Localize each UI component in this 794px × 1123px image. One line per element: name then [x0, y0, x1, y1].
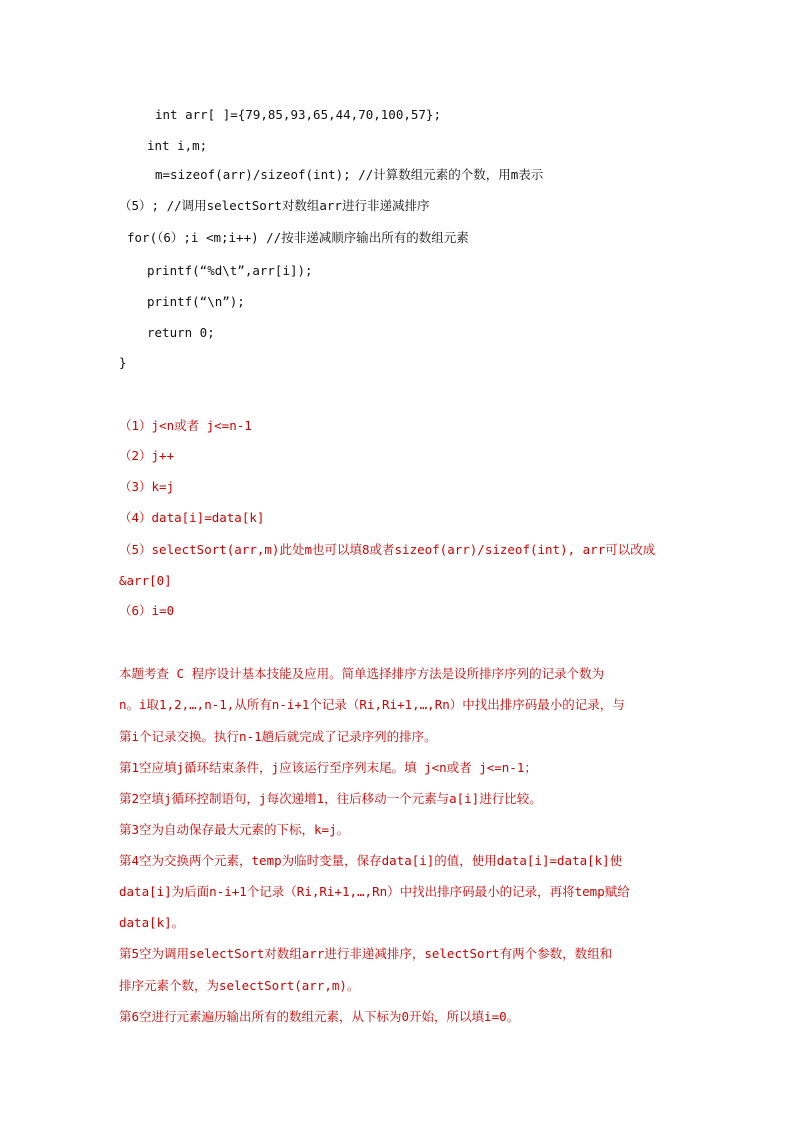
answer-5-continued: &arr[0]: [119, 573, 172, 588]
code-line-printf-elem: printf(“%d\t”,arr[i]);: [147, 263, 313, 278]
explanation-line: data[k]。: [119, 915, 185, 930]
explanation-line: 本题考查 C 程序设计基本技能及应用。简单选择排序方法是设所排序序列的记录个数为: [119, 666, 605, 681]
answer-3: （3）k=j: [119, 479, 175, 494]
code-line-array-decl: int arr[ ]={79,85,93,65,44,70,100,57};: [155, 107, 441, 122]
code-line-return: return 0;: [147, 325, 215, 340]
explanation-line: 第2空填j循环控制语句，j每次递增1，往后移动一个元素与a[i]进行比较。: [119, 791, 542, 806]
code-line-blank-5: （5）; //调用selectSort对数组arr进行非递减排序: [119, 198, 430, 213]
explanation-line: 第5空为调用selectSort对数组arr进行非递减排序，selectSort有两个参数，数组和: [119, 946, 613, 961]
explanation-line: 第i个记录交换。执行n-1趟后就完成了记录序列的排序。: [119, 729, 437, 744]
explanation-line: 第1空应填j循环结束条件，j应该运行至序列末尾。填 j<n或者 j<=n-1；: [119, 760, 537, 775]
code-line-for-loop: for(（6）;i <m;i++) //按非递减顺序输出所有的数组元素: [127, 230, 469, 245]
explanation-line: 第3空为自动保存最大元素的下标，k=j。: [119, 822, 350, 837]
answer-4: （4）data[i]=data[k]: [119, 510, 265, 525]
explanation-line: 排序元素个数，为selectSort(arr,m)。: [119, 978, 360, 993]
answer-1: （1）j<n或者 j<=n-1: [119, 418, 252, 433]
explanation-line: data[i]为后面n-i+1个记录（Ri,Ri+1,…,Rn）中找出排序码最小的记录，再将temp赋给: [119, 884, 630, 899]
explanation-line: 第4空为交换两个元素，temp为临时变量，保存data[i]的值，使用data[i]=data[k]使: [119, 853, 623, 868]
explanation-line: 第6空进行元素遍历输出所有的数组元素，从下标为0开始，所以填i=0。: [119, 1009, 520, 1024]
code-line-sizeof: m=sizeof(arr)/sizeof(int); //计算数组元素的个数，用m表示: [155, 167, 544, 182]
code-line-printf-newline: printf(“\n”);: [147, 294, 245, 309]
code-line-var-decl: int i,m;: [147, 138, 208, 153]
answer-2: （2）j++: [119, 448, 175, 463]
answer-5: （5）selectSort(arr,m)此处m也可以填8或者sizeof(arr)/sizeof(int), arr可以改成: [119, 542, 656, 557]
code-line-closing-brace: }: [119, 355, 127, 370]
explanation-line: n。i取1,2,…,n-1,从所有n-i+1个记录（Ri,Ri+1,…,Rn）中找出排序码最小的记录，与: [119, 697, 625, 712]
answer-6: （6）i=0: [119, 603, 175, 618]
